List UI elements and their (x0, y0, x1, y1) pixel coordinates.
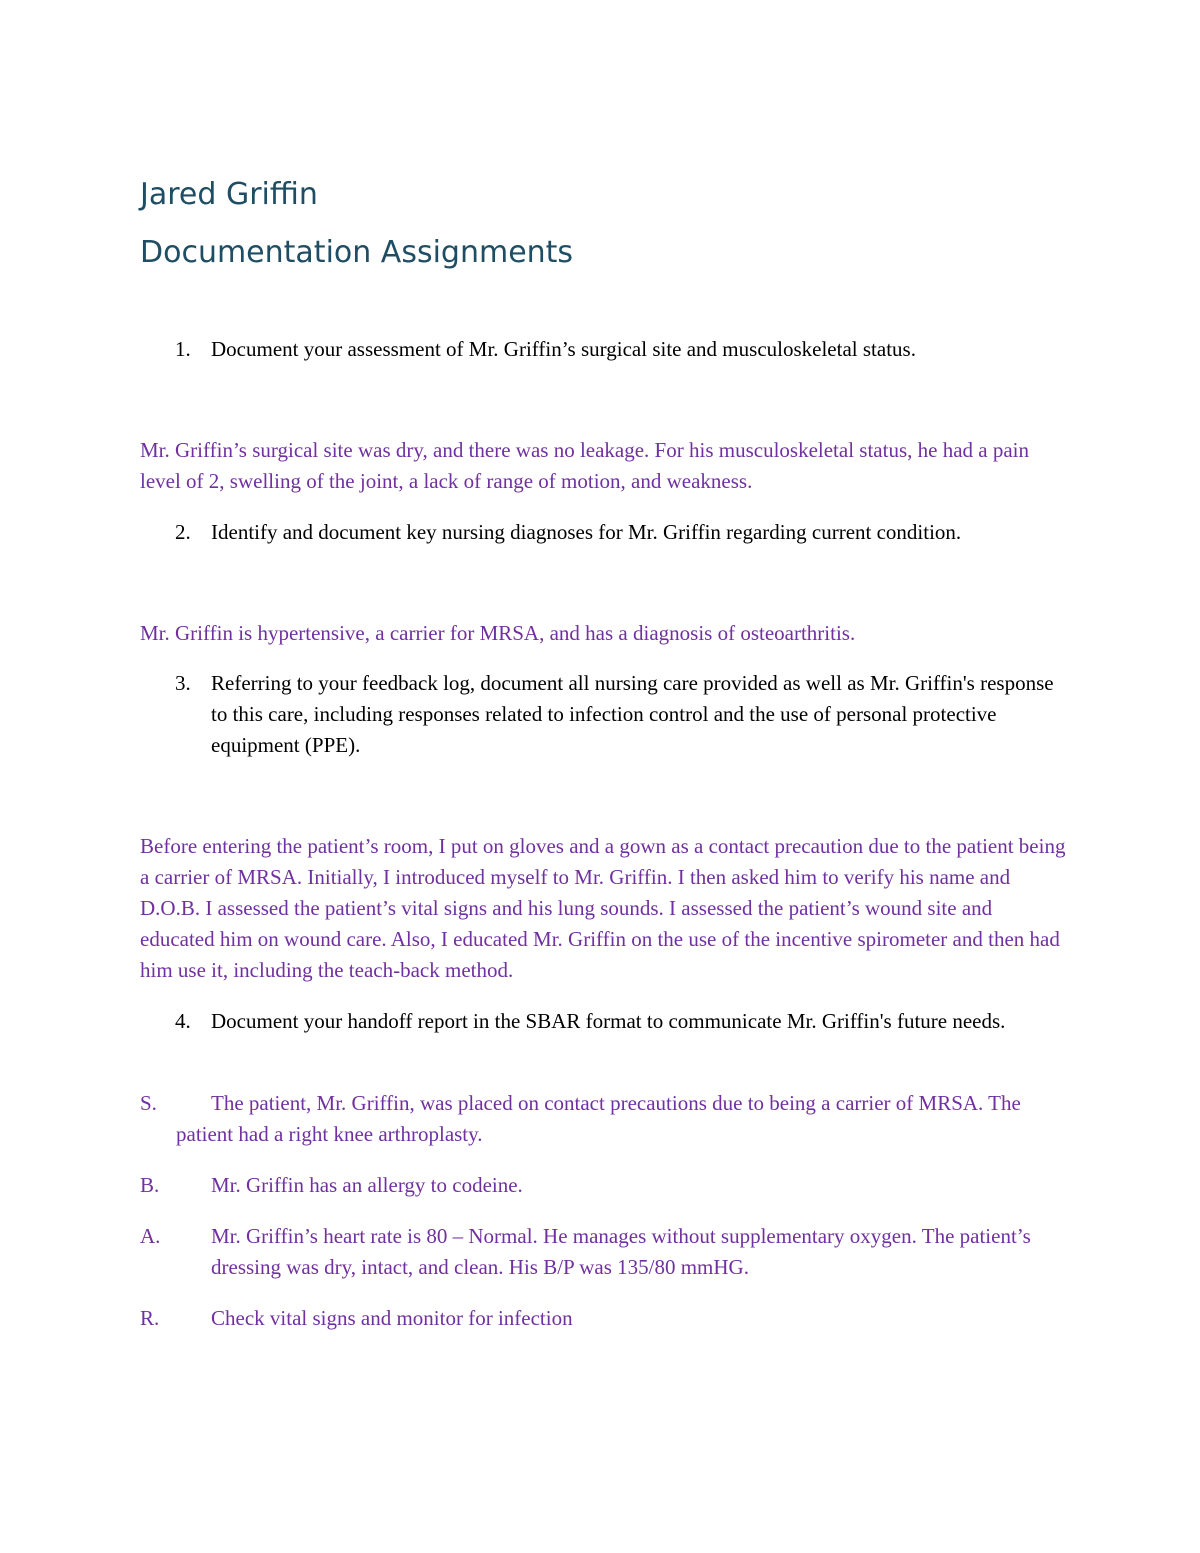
sbar-text: Check vital signs and monitor for infection (211, 1306, 573, 1330)
question-number: 2. (175, 520, 191, 544)
sbar-letter: B. (140, 1173, 160, 1197)
author-name: Jared Griffin (140, 177, 318, 212)
document-title: Documentation Assignments (140, 235, 574, 270)
sbar-background (140, 1170, 1070, 1201)
question-text: Document your handoff report in the SBAR format to communicate Mr. Griffin's future needs. (211, 1009, 1006, 1033)
question-1 (140, 334, 1070, 365)
question-text: Identify and document key nursing diagnoses for Mr. Griffin regarding current condition. (211, 520, 962, 544)
sbar-letter: S. (140, 1091, 157, 1115)
sbar-letter: A. (140, 1224, 161, 1248)
answer-3: Before entering the patient’s room, I put on gloves and a gown as a contact precaution due to the patient being a carrier of MRSA. Initially, I introduced myself to Mr. Griffin. I then asked him to verify his name and D.O.B. I assessed the patient’s vital signs and his lung sounds. I assessed the patient’s wound site and educated him on wound care. Also, I educated Mr. Griffin on the use of the incentive spirometer and then had him use it, including the teach-back method. (140, 834, 1066, 982)
sbar-text: The patient, Mr. Griffin, was placed on contact precautions due to being a carrier of MRSA. The patient had a right knee arthroplasty. (176, 1091, 1021, 1146)
sbar-assessment (140, 1221, 1070, 1283)
answer-1: Mr. Griffin’s surgical site was dry, and there was no leakage. For his musculoskeletal status, he had a pain level of 2, swelling of the joint, a lack of range of motion, and weakness. (140, 438, 1029, 493)
sbar-letter: R. (140, 1306, 160, 1330)
sbar-situation (140, 1088, 1070, 1150)
question-text: Referring to your feedback log, document all nursing care provided as well as Mr. Griffin's response to this care, including responses related to infection control and the use of personal protective equipment (PPE). (211, 671, 1054, 757)
question-text: Document your assessment of Mr. Griffin’s surgical site and musculoskeletal status. (211, 337, 916, 361)
question-2 (140, 517, 1070, 548)
question-4 (140, 1006, 1070, 1037)
sbar-text: Mr. Griffin’s heart rate is 80 – Normal. He manages without supplementary oxygen. The patient’s dressing was dry, intact, and clean. His B/P was 135/80 mmHG. (211, 1224, 1031, 1279)
question-3 (140, 668, 1070, 761)
question-number: 3. (175, 671, 191, 695)
answer-2: Mr. Griffin is hypertensive, a carrier for MRSA, and has a diagnosis of osteoarthritis. (140, 621, 856, 645)
sbar-text: Mr. Griffin has an allergy to codeine. (211, 1173, 523, 1197)
question-number: 1. (175, 337, 191, 361)
question-number: 4. (175, 1009, 191, 1033)
sbar-recommendation (140, 1303, 1070, 1334)
